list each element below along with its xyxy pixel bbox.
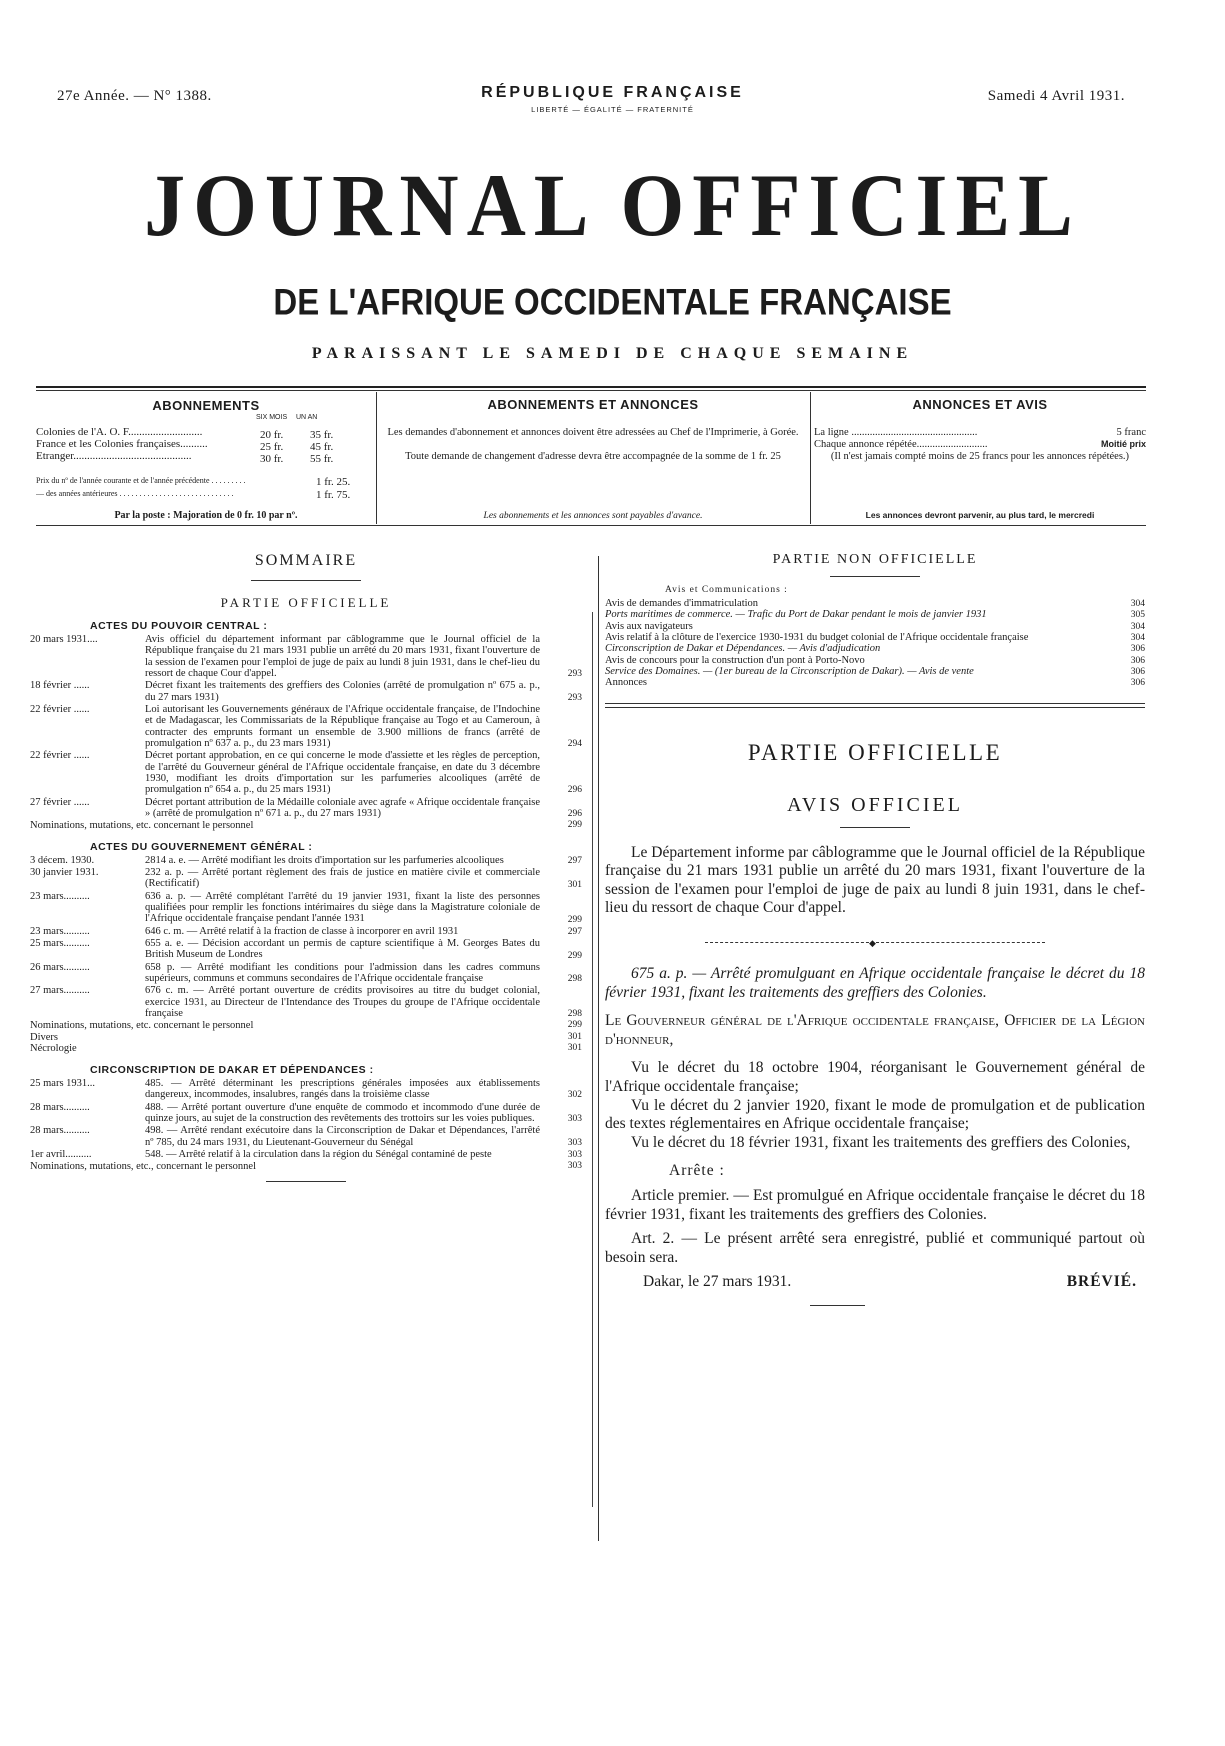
sommaire-misc: Divers 301 bbox=[30, 1031, 582, 1043]
place-date: Dakar, le 27 mars 1931. bbox=[643, 1273, 792, 1291]
box-separator-2 bbox=[810, 392, 811, 524]
subs-ads-address-change: Toute demande de changement d'adresse devra être accompagnée de la somme de 1 fr. 25 bbox=[405, 451, 781, 462]
page-number-rule bbox=[592, 612, 593, 1507]
sommaire-entry: 30 janvier 1931. 232 a. p. — Arrêté portant règlement des frais de justice en matière civile et commerciale (Rectificatif) 301 bbox=[30, 867, 582, 890]
subscriptions-col-headers bbox=[256, 414, 334, 421]
sommaire-entry: 27 février ...... Décret portant attribution de la Médaille coloniale avec agrafe « Afrique occidentale française » (arrêté de promulgation nº 671 a. p., du 27 mars 1931) 296 bbox=[30, 796, 582, 819]
subscription-row: Etranger........................................... 30 fr. 55 fr. bbox=[36, 450, 334, 465]
sommaire-entry: 18 février ...... Décret fixant les traitements des greffiers des Colonies (arrêté de promulgation nº 675 a. p., du 27 mars 1931) 293 bbox=[30, 680, 582, 703]
section-heading-gouvernement-general: ACTES DU GOUVERNEMENT GÉNÉRAL : bbox=[90, 840, 313, 853]
column-divider bbox=[598, 556, 599, 1541]
non-officielle-entry: Avis relatif à la clôture de l'exercice 1930-1931 du budget colonial de l'Afrique occidentale française 304 bbox=[605, 631, 1145, 644]
box-top-rule-thin bbox=[36, 390, 1146, 391]
sommaire-title: SOMMAIRE bbox=[254, 552, 358, 569]
article-divider bbox=[705, 938, 1045, 948]
ads-repeat-price: Chaque annonce répétée........................... Moitié prix bbox=[814, 439, 1146, 450]
sommaire-rule bbox=[251, 580, 361, 581]
subscriptions-heading: ABONNEMENTS bbox=[152, 398, 260, 413]
non-officielle-entry: Annonces 306 bbox=[605, 677, 1145, 689]
subs-ads-address: Les demandes d'abonnement et annonces doivent être adressées au Chef de l'Imprimerie, à Gorée. bbox=[387, 426, 799, 438]
sommaire-entry: 3 décem. 1930. 2814 a. e. — Arrêté modifiant les droits d'importation sur les parfumeries alcooliques 297 bbox=[30, 854, 582, 866]
sommaire-entry: 23 mars.......... 636 a. p. — Arrêté complétant l'arrêté du 19 janvier 1931, fixant la liste des personnes qualifiées pour remplir les fonctions intérimaires du siège dans la Magistrature coloniale de l'Afrique occidentale française pendant l'année 1931 299 bbox=[30, 890, 582, 925]
sommaire-entry: 25 mars 1931... 485. — Arrêté déterminant les prescriptions générales imposées aux établissements dangereux, incommodes, insalubres, rangés dans la troisième classe 302 bbox=[30, 1078, 582, 1101]
divider-ornament-icon: ◆ bbox=[869, 938, 876, 948]
avis-officiel-rule bbox=[840, 827, 910, 828]
non-officielle-entry: Service des Domaines. — (1er bureau de la Circonscription de Dakar). — Avis de vente 306 bbox=[605, 665, 1145, 678]
republic-name: RÉPUBLIQUE FRANÇAISE bbox=[481, 84, 744, 101]
ads-deadline: Les annonces devront parvenir, au plus tard, le mercredi bbox=[865, 510, 1095, 520]
sommaire-entry: 23 mars.......... 646 c. m. — Arrêté relatif à la fraction de classe à incorporer en avril 1931 297 bbox=[30, 925, 582, 937]
vu-paragraph-1: Vu le décret du 18 octobre 1904, réorganisant le Gouvernement général de l'Afrique occidentale française; bbox=[605, 1059, 1145, 1095]
partie-non-officielle-title: PARTIE NON OFFICIELLE bbox=[772, 552, 978, 567]
publication-frequency: PARAISSANT LE SAMEDI DE CHAQUE SEMAINE bbox=[311, 345, 914, 362]
subscription-row: France et les Colonies françaises.......... 25 fr. 45 fr. bbox=[36, 438, 334, 453]
sommaire-entry: 1er avril.......... 548. — Arrêté relatif à la circulation dans la région du Sénégal contaminé de peste 303 bbox=[30, 1149, 582, 1161]
sommaire-entry: 26 mars.......... 658 p. — Arrêté modifiant les conditions pour l'admission dans les cadres communs supérieurs, communs et communs secondaires de l'Afrique occidentale française 298 bbox=[30, 961, 582, 985]
article-1: Article premier. — Est promulgué en Afrique occidentale française le décret du 18 février 1931, fixant les traitements des greffiers des Colonies. bbox=[605, 1186, 1145, 1223]
sommaire-entry: 22 février ...... Décret portant approbation, en ce qui concerne le mode d'assiette et les règles de perception, de l'arrêté du Gouverneur général de l'Afrique occidentale française, en date du 3 décembre 1930, modifiant les droits d'importation sur les parfumeries alcooliques (arrêté de promulgation nº 654 a. p., du 25 mars 1931) 296 bbox=[30, 750, 582, 796]
non-officielle-entry: Avis aux navigateurs 304 bbox=[605, 620, 1145, 632]
price-row: — des années antérieures . . . . . . . . . . . . . . . . . . . . . . . . . . . . . 1 fr. 75. bbox=[36, 489, 351, 501]
right-column bbox=[605, 552, 1145, 1306]
signature-line bbox=[605, 1273, 1145, 1291]
box-top-rule bbox=[36, 386, 1146, 388]
sommaire-nominations: Nominations, mutations, etc. concernant le personnel 299 bbox=[30, 820, 582, 832]
postage-note: Par la poste : Majoration de 0 fr. 10 par nº. bbox=[114, 510, 298, 521]
subs-ads-payment-note: Les abonnements et les annonces sont payables d'avance. bbox=[483, 511, 703, 521]
section-heading-pouvoir-central: ACTES DU POUVOIR CENTRAL : bbox=[90, 620, 268, 632]
article-2: Art. 2. — Le présent arrêté sera enregistré, publié et communiqué partout où besoin sera. bbox=[605, 1230, 1145, 1266]
issue-number: 27e Année. — N° 1388. bbox=[57, 88, 212, 104]
avis-officiel-title: AVIS OFFICIEL bbox=[787, 793, 963, 816]
sommaire-misc: Nécrologie 301 bbox=[30, 1043, 582, 1055]
issue-date: Samedi 4 Avril 1931. bbox=[987, 88, 1125, 104]
subscription-box bbox=[36, 386, 1146, 526]
subs-ads-heading: ABONNEMENTS ET ANNONCES bbox=[487, 397, 699, 412]
vu-paragraph-3: Vu le décret du 18 février 1931, fixant les traitements des greffiers des Colonies, bbox=[631, 1133, 1131, 1151]
six-months-header: SIX MOIS bbox=[256, 414, 288, 421]
republic-motto: LIBERTÉ — ÉGALITÉ — FRATERNITÉ bbox=[531, 105, 694, 114]
subs-ads-column bbox=[378, 397, 808, 521]
non-officielle-entry: Avis de concours pour la construction d'un pont à Porto-Novo 306 bbox=[605, 654, 1145, 666]
arrete-label: Arrête : bbox=[669, 1162, 725, 1180]
sommaire-entry: 20 mars 1931.... Avis officiel du département informant par câblogramme que le Journal officiel de la République française du 21 mars 1931 publie un arrêté du 20 mars 1931, fixant l'ouverture de la session de l'examen pour l'emploi de juge de paix au lundi 8 juin 1931, dans le chef-lieu du ressort de chaque Cour d'appel. 293 bbox=[30, 634, 582, 680]
section-rule-thin bbox=[605, 707, 1145, 708]
partie-officielle-title: PARTIE OFFICIELLE bbox=[747, 739, 1003, 765]
non-officielle-entry: Ports maritimes de commerce. — Trafic du Port de Dakar pendant le mois de janvier 1931 305 bbox=[605, 609, 1145, 621]
sommaire-entry: 28 mars.......... 498. — Arrêté rendant exécutoire dans la Circonscription de Dakar et Dépendances, l'arrêté nº 785, du 24 mars 1931, du Lieutenant-Gouverneur du Sénégal 303 bbox=[30, 1125, 582, 1148]
ads-line-price: La ligne ................................................ 5 franc bbox=[814, 426, 1146, 438]
sommaire-partie-officielle: PARTIE OFFICIELLE bbox=[220, 595, 392, 610]
one-year-header: UN AN bbox=[295, 414, 318, 421]
sommaire-entry: 22 février ...... Loi autorisant les Gouvernements généraux de l'Afrique occidentale française, de l'Indochine et de Madagascar, les Commissariats de la République française au Togo et au Cameroun, à contracter des emprunts formant un ensemble de 3.900 millions de francs (arrêté de promulgation nº 637 a. p., du 23 mars 1931) 294 bbox=[30, 703, 582, 750]
avis-communications-heading: Avis et Communications : bbox=[665, 585, 788, 595]
section-rule bbox=[605, 703, 1145, 704]
ads-column bbox=[814, 397, 1146, 520]
sommaire-end-rule bbox=[266, 1181, 346, 1182]
partie-non-officielle-rule bbox=[830, 576, 920, 577]
signatory: BRÉVIÉ. bbox=[1066, 1273, 1137, 1291]
non-officielle-entry: Circonscription de Dakar et Dépendances. — Avis d'adjudication 306 bbox=[605, 643, 1145, 655]
sommaire-nominations: Nominations, mutations, etc., concernant le personnel 303 bbox=[30, 1161, 582, 1173]
vu-paragraph-2: Vu le décret du 2 janvier 1920, fixant le mode de promulgation et de publication des textes réglementaires en Afrique occidentale française; bbox=[605, 1096, 1145, 1133]
end-rule bbox=[810, 1305, 865, 1306]
price-row: Prix du nº de l'année courante et de l'année précédente . . . . . . . . . 1 fr. 25. bbox=[36, 476, 351, 488]
arrete-heading: 675 a. p. — Arrêté promulguant en Afrique occidentale française le décret du 18 février 1931, fixant les traitements des greffiers des Colonies. bbox=[605, 965, 1145, 1001]
subscriptions-column bbox=[36, 398, 376, 521]
subscription-row: Colonies de l'A. O. F........................... 20 fr. 35 fr. bbox=[36, 426, 334, 441]
sommaire-column bbox=[30, 552, 582, 1182]
governor-title: Le Gouverneur général de l'Afrique occidentale française, Officier de la Légion d'honneur, bbox=[605, 1012, 1145, 1048]
box-separator-1 bbox=[376, 392, 377, 524]
ads-minimum-note: (Il n'est jamais compté moins de 25 francs pour les annonces répétées.) bbox=[830, 451, 1130, 463]
ads-heading: ANNONCES ET AVIS bbox=[912, 397, 1048, 412]
sommaire-entry: 25 mars.......... 655 a. e. — Décision accordant un permis de capture scientifique à M. Georges Bates du British Museum de Londres 299 bbox=[30, 938, 582, 961]
sommaire-entry: 28 mars.......... 488. — Arrêté portant ouverture d'une enquête de commodo et incommodo d'une durée de quinze jours, au sujet de la construction des revêtements des trottoirs sur les voies publiques. 303 bbox=[30, 1101, 582, 1125]
box-bottom-rule bbox=[36, 525, 1146, 526]
non-officielle-entry: Avis de demandes d'immatriculation 304 bbox=[605, 598, 1145, 610]
section-heading-dakar: CIRCONSCRIPTION DE DAKAR ET DÉPENDANCES : bbox=[90, 1064, 374, 1077]
journal-subtitle: DE L'AFRIQUE OCCIDENTALE FRANÇAISE bbox=[273, 280, 952, 323]
sommaire-misc: Nominations, mutations, etc. concernant le personnel 299 bbox=[30, 1020, 582, 1032]
journal-title: JOURNAL OFFICIEL bbox=[144, 156, 1081, 255]
avis-officiel-text: Le Département informe par câblogramme que le Journal officiel de la République française du 21 mars 1931 publie un arrêté du 20 mars 1931, fixant l'ouverture de la session de l'examen pour l'emploi de juge de paix au lundi 8 juin 1931, dans le chef-lieu du ressort de chaque Cour d'appel. bbox=[605, 843, 1145, 917]
sommaire-entry: 27 mars.......... 676 c. m. — Arrêté portant ouverture de crédits provisoires au titre du budget colonial, exercice 1931, au Directeur de l'Intendance des Troupes du groupe de l'Afrique occidentale française 298 bbox=[30, 985, 582, 1020]
